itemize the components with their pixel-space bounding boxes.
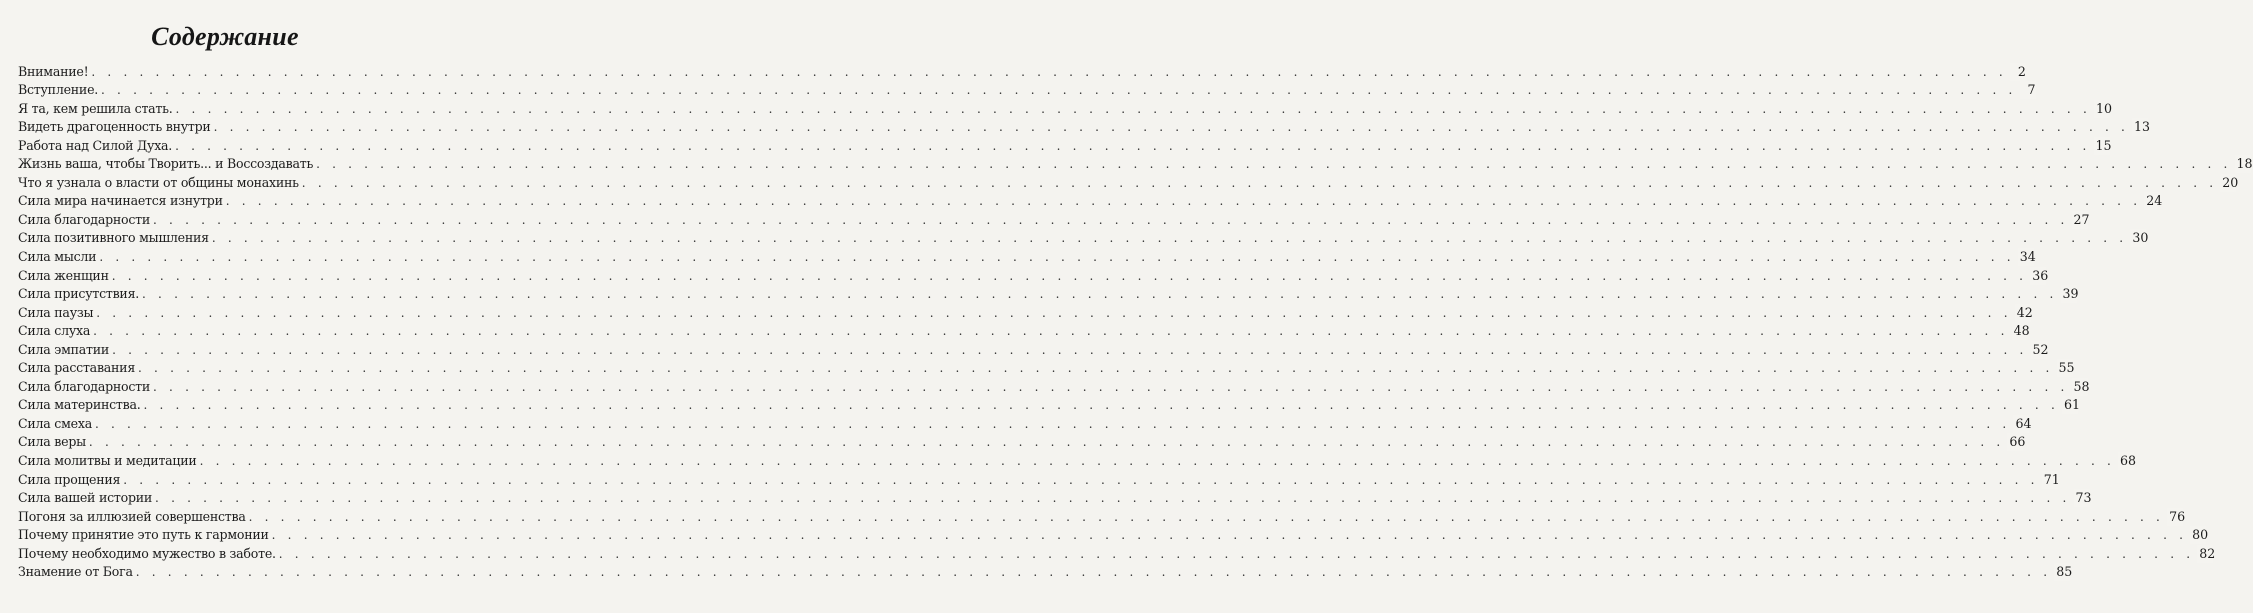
table-of-contents [18, 62, 2253, 581]
toc-entry [18, 118, 2151, 137]
toc-entry [18, 192, 2163, 211]
toc-dot-leader: . . . . . . . . . . . . . . . . . . . . . . . . . . . . . . . . . . . . . . . . . . . . . . . . . . . . . . . . . . . . . . . . . . . . . . . . . . . . . . . . . . . . . . . . . . . . . . . . . . . . . . . . . . . . . . . . . . . . . . . . [153, 379, 2069, 394]
toc-entry-page-number: 55 [2058, 360, 2075, 376]
toc-dot-leader: . . . . . . . . . . . . . . . . . . . . . . . . . . . . . . . . . . . . . . . . . . . . . . . . . . . . . . . . . . . . . . . . . . . . . . . . . . . . . . . . . . . . . . . . . . . . . . . . . . . . . . . . . . . . . . . . . . . . . . . . [211, 231, 2128, 246]
toc-entry-title: Сила благодарности [18, 378, 151, 394]
toc-entry-title: Жизнь ваша, чтобы Творить... и Воссоздавать [18, 156, 314, 172]
toc-dot-leader: . . . . . . . . . . . . . . . . . . . . . . . . . . . . . . . . . . . . . . . . . . . . . . . . . . . . . . . . . . . . . . . . . . . . . . . . . . . . . . . . . . . . . . . . . . . . . . . . . . . . . . . . . . . . . . . . . . . . . . . . [225, 194, 2142, 209]
toc-entry-page-number: 7 [2020, 81, 2036, 99]
toc-entry-page-number: 2 [2010, 63, 2026, 81]
toc-entry [18, 62, 2026, 81]
toc-dot-leader: . . . . . . . . . . . . . . . . . . . . . . . . . . . . . . . . . . . . . . . . . . . . . . . . . . . . . . . . . . . . . . . . . . . . . . . . . . . . . . . . . . . . . . . . . . . . . . . . . . . . . . . . . . . . . . . . . . . . . . . . [112, 342, 2028, 357]
toc-dot-leader: . . . . . . . . . . . . . . . . . . . . . . . . . . . . . . . . . . . . . . . . . . . . . . . . . . . . . . . . . . . . . . . . . . . . . . . . . . . . . . . . . . . . . . . . . . . . . . . . . . . . . . . . . . . . . . . . . . . . . . . . [175, 101, 2091, 116]
toc-entry-title: Сила женщин [18, 267, 109, 283]
toc-dot-leader: . . . . . . . . . . . . . . . . . . . . . . . . . . . . . . . . . . . . . . . . . . . . . . . . . . . . . . . . . . . . . . . . . . . . . . . . . . . . . . . . . . . . . . . . . . . . . . . . . . . . . . . . . . . . . . . . . . . . . . . . [301, 175, 2218, 190]
toc-entry-page-number: 82 [2199, 545, 2216, 561]
toc-entry-page-number: 15 [2095, 137, 2112, 153]
toc-entry-page-number: 61 [2063, 397, 2080, 413]
toc-entry [18, 99, 2113, 118]
toc-entry-title: Сила благодарности [18, 211, 151, 227]
toc-entry-page-number: 68 [2120, 453, 2137, 469]
toc-entry [18, 526, 2209, 545]
toc-entry-page-number: 39 [2062, 286, 2079, 302]
toc-dot-leader: . . . . . . . . . . . . . . . . . . . . . . . . . . . . . . . . . . . . . . . . . . . . . . . . . . . . . . . . . . . . . . . . . . . . . . . . . . . . . . . . . . . . . . . . . . . . . . . . . . . . . . . . . . . . . . . . . . . . . . . . [271, 528, 2188, 543]
toc-entry-title: Сила смеха [18, 415, 92, 431]
toc-entry [18, 563, 2073, 582]
toc-entry [18, 544, 2216, 563]
toc-entry-title: Я та, кем решила стать. [18, 100, 173, 116]
toc-entry [18, 229, 2149, 248]
toc-entry-title: Внимание! [18, 63, 89, 79]
toc-entry-title: Сила прощения [18, 471, 121, 487]
toc-entry-title: Почему необходимо мужество в заботе. [18, 545, 276, 561]
toc-entry-page-number: 66 [2009, 434, 2026, 450]
toc-entry [18, 210, 2090, 229]
toc-entry-title: Сила веры [18, 434, 86, 450]
toc-dot-leader: . . . . . . . . . . . . . . . . . . . . . . . . . . . . . . . . . . . . . . . . . . . . . . . . . . . . . . . . . . . . . . . . . . . . . . . . . . . . . . . . . . . . . . . . . . . . . . . . . . . . . . . . . . . . . . . . . . . . . . . . [96, 305, 2012, 320]
toc-entry-title: Что я узнала о власти от общины монахинь [18, 174, 299, 190]
toc-entry-page-number: 76 [2169, 508, 2186, 524]
toc-entry-page-number: 64 [2015, 415, 2032, 431]
toc-dot-leader: . . . . . . . . . . . . . . . . . . . . . . . . . . . . . . . . . . . . . . . . . . . . . . . . . . . . . . . . . . . . . . . . . . . . . . . . . . . . . . . . . . . . . . . . . . . . . . . . . . . . . . . . . . . . . . . . . . . . . . . . [175, 138, 2091, 153]
toc-dot-leader: . . . . . . . . . . . . . . . . . . . . . . . . . . . . . . . . . . . . . . . . . . . . . . . . . . . . . . . . . . . . . . . . . . . . . . . . . . . . . . . . . . . . . . . . . . . . . . . . . . . . . . . . . . . . . . . . . . . . . . . . [93, 324, 2009, 339]
toc-entry-page-number: 30 [2132, 230, 2149, 246]
toc-entry-page-number: 85 [2056, 564, 2073, 580]
page-title: Содержание [151, 22, 299, 51]
toc-entry-page-number: 13 [2134, 119, 2151, 135]
toc-entry [18, 396, 2080, 415]
toc-entry-title: Сила слуха [18, 323, 91, 339]
toc-dot-leader: . . . . . . . . . . . . . . . . . . . . . . . . . . . . . . . . . . . . . . . . . . . . . . . . . . . . . . . . . . . . . . . . . . . . . . . . . . . . . . . . . . . . . . . . . . . . . . . . . . . . . . . . . . . . . . . . . . . . . . . . [213, 120, 2130, 135]
toc-entry [18, 433, 2026, 452]
toc-dot-leader: . . . . . . . . . . . . . . . . . . . . . . . . . . . . . . . . . . . . . . . . . . . . . . . . . . . . . . . . . . . . . . . . . . . . . . . . . . . . . . . . . . . . . . . . . . . . . . . . . . . . . . . . . . . . . . . . . . . . . . . . [199, 454, 2116, 469]
toc-dot-leader: . . . . . . . . . . . . . . . . . . . . . . . . . . . . . . . . . . . . . . . . . . . . . . . . . . . . . . . . . . . . . . . . . . . . . . . . . . . . . . . . . . . . . . . . . . . . . . . . . . . . . . . . . . . . . . . . . . . . . . . . [101, 83, 2017, 98]
toc-entry [18, 303, 2033, 322]
toc-entry [18, 285, 2079, 304]
toc-dot-leader: . . . . . . . . . . . . . . . . . . . . . . . . . . . . . . . . . . . . . . . . . . . . . . . . . . . . . . . . . . . . . . . . . . . . . . . . . . . . . . . . . . . . . . . . . . . . . . . . . . . . . . . . . . . . . . . . . . . . . . . . [143, 398, 2059, 413]
toc-dot-leader: . . . . . . . . . . . . . . . . . . . . . . . . . . . . . . . . . . . . . . . . . . . . . . . . . . . . . . . . . . . . . . . . . . . . . . . . . . . . . . . . . . . . . . . . . . . . . . . . . . . . . . . . . . . . . . . . . . . . . . . . [91, 64, 2007, 79]
toc-entry [18, 322, 2030, 341]
toc-entry-title: Сила позитивного мышления [18, 230, 209, 246]
toc-entry-page-number: 71 [2043, 471, 2060, 487]
toc-dot-leader: . . . . . . . . . . . . . . . . . . . . . . . . . . . . . . . . . . . . . . . . . . . . . . . . . . . . . . . . . . . . . . . . . . . . . . . . . . . . . . . . . . . . . . . . . . . . . . . . . . . . . . . . . . . . . . . . . . . . . . . . [99, 250, 2015, 265]
toc-dot-leader: . . . . . . . . . . . . . . . . . . . . . . . . . . . . . . . . . . . . . . . . . . . . . . . . . . . . . . . . . . . . . . . . . . . . . . . . . . . . . . . . . . . . . . . . . . . . . . . . . . . . . . . . . . . . . . . . . . . . . . . . [111, 268, 2028, 283]
toc-entry-page-number: 48 [2013, 323, 2030, 339]
toc-entry-title: Сила присутствия. [18, 286, 140, 302]
toc-entry-title: Вступление. [18, 82, 99, 98]
toc-entry-page-number: 80 [2192, 527, 2209, 543]
toc-entry-title: Сила материнства. [18, 397, 141, 413]
toc-entry [18, 155, 2253, 174]
toc-entry-page-number: 36 [2032, 267, 2049, 283]
toc-entry [18, 340, 2049, 359]
toc-dot-leader: . . . . . . . . . . . . . . . . . . . . . . . . . . . . . . . . . . . . . . . . . . . . . . . . . . . . . . . . . . . . . . . . . . . . . . . . . . . . . . . . . . . . . . . . . . . . . . . . . . . . . . . . . . . . . . . . . . . . . . . . [94, 416, 2011, 431]
toc-entry [18, 507, 2186, 526]
toc-dot-leader: . . . . . . . . . . . . . . . . . . . . . . . . . . . . . . . . . . . . . . . . . . . . . . . . . . . . . . . . . . . . . . . . . . . . . . . . . . . . . . . . . . . . . . . . . . . . . . . . . . . . . . . . . . . . . . . . . . . . . . . . [142, 287, 2058, 302]
toc-dot-leader: . . . . . . . . . . . . . . . . . . . . . . . . . . . . . . . . . . . . . . . . . . . . . . . . . . . . . . . . . . . . . . . . . . . . . . . . . . . . . . . . . . . . . . . . . . . . . . . . . . . . . . . . . . . . . . . . . . . . . . . . [135, 565, 2052, 580]
toc-dot-leader: . . . . . . . . . . . . . . . . . . . . . . . . . . . . . . . . . . . . . . . . . . . . . . . . . . . . . . . . . . . . . . . . . . . . . . . . . . . . . . . . . . . . . . . . . . . . . . . . . . . . . . . . . . . . . . . . . . . . . . . . [138, 361, 2054, 376]
toc-entry-title: Сила паузы [18, 304, 94, 320]
toc-entry-page-number: 18 [2236, 156, 2253, 172]
toc-entry-page-number: 52 [2032, 341, 2049, 357]
toc-dot-leader: . . . . . . . . . . . . . . . . . . . . . . . . . . . . . . . . . . . . . . . . . . . . . . . . . . . . . . . . . . . . . . . . . . . . . . . . . . . . . . . . . . . . . . . . . . . . . . . . . . . . . . . . . . . . . . . . . . . . . . . . [248, 509, 2165, 524]
toc-entry-title: Работа над Силой Духа. [18, 137, 173, 153]
toc-dot-leader: . . . . . . . . . . . . . . . . . . . . . . . . . . . . . . . . . . . . . . . . . . . . . . . . . . . . . . . . . . . . . . . . . . . . . . . . . . . . . . . . . . . . . . . . . . . . . . . . . . . . . . . . . . . . . . . . . . . . . . . . [316, 157, 2232, 172]
toc-entry-page-number: 58 [2073, 378, 2090, 394]
toc-entry [18, 470, 2060, 489]
toc-entry-title: Сила расставания [18, 360, 136, 376]
toc-entry-title: Знамение от Бога [18, 564, 133, 580]
toc-entry [18, 377, 2090, 396]
toc-entry [18, 136, 2112, 155]
toc-entry-page-number: 42 [2016, 304, 2033, 320]
toc-entry [18, 489, 2092, 508]
toc-dot-leader: . . . . . . . . . . . . . . . . . . . . . . . . . . . . . . . . . . . . . . . . . . . . . . . . . . . . . . . . . . . . . . . . . . . . . . . . . . . . . . . . . . . . . . . . . . . . . . . . . . . . . . . . . . . . . . . . . . . . . . . . [88, 435, 2005, 450]
toc-entry-title: Сила молитвы и медитации [18, 453, 197, 469]
toc-entry-page-number: 24 [2146, 193, 2163, 209]
toc-entry-title: Сила мира начинается изнутри [18, 193, 223, 209]
toc-entry-page-number: 73 [2075, 490, 2092, 506]
toc-entry-title: Почему принятие это путь к гармонии [18, 527, 269, 543]
toc-entry-page-number: 27 [2073, 211, 2090, 227]
toc-entry [18, 81, 2036, 100]
toc-entry-title: Сила мысли [18, 249, 97, 265]
toc-entry [18, 359, 2075, 378]
toc-dot-leader: . . . . . . . . . . . . . . . . . . . . . . . . . . . . . . . . . . . . . . . . . . . . . . . . . . . . . . . . . . . . . . . . . . . . . . . . . . . . . . . . . . . . . . . . . . . . . . . . . . . . . . . . . . . . . . . . . . . . . . . . [123, 472, 2039, 487]
toc-entry-page-number: 10 [2095, 100, 2113, 116]
toc-entry [18, 247, 2036, 266]
toc-dot-leader: . . . . . . . . . . . . . . . . . . . . . . . . . . . . . . . . . . . . . . . . . . . . . . . . . . . . . . . . . . . . . . . . . . . . . . . . . . . . . . . . . . . . . . . . . . . . . . . . . . . . . . . . . . . . . . . . . . . . . . . . [153, 212, 2069, 227]
toc-dot-leader: . . . . . . . . . . . . . . . . . . . . . . . . . . . . . . . . . . . . . . . . . . . . . . . . . . . . . . . . . . . . . . . . . . . . . . . . . . . . . . . . . . . . . . . . . . . . . . . . . . . . . . . . . . . . . . . . . . . . . . . . [155, 491, 2071, 506]
toc-entry-title: Видеть драгоценность внутри [18, 119, 211, 135]
toc-entry-page-number: 20 [2222, 174, 2239, 190]
toc-entry-page-number: 34 [2019, 249, 2036, 265]
toc-entry [18, 414, 2032, 433]
toc-entry-title: Сила вашей истории [18, 490, 153, 506]
toc-entry-title: Сила эмпатии [18, 341, 110, 357]
toc-entry [18, 173, 2239, 192]
toc-entry [18, 451, 2137, 470]
toc-dot-leader: . . . . . . . . . . . . . . . . . . . . . . . . . . . . . . . . . . . . . . . . . . . . . . . . . . . . . . . . . . . . . . . . . . . . . . . . . . . . . . . . . . . . . . . . . . . . . . . . . . . . . . . . . . . . . . . . . . . . . . . . [278, 546, 2195, 561]
toc-entry [18, 266, 2049, 285]
toc-entry-title: Погоня за иллюзией совершенства [18, 508, 246, 524]
